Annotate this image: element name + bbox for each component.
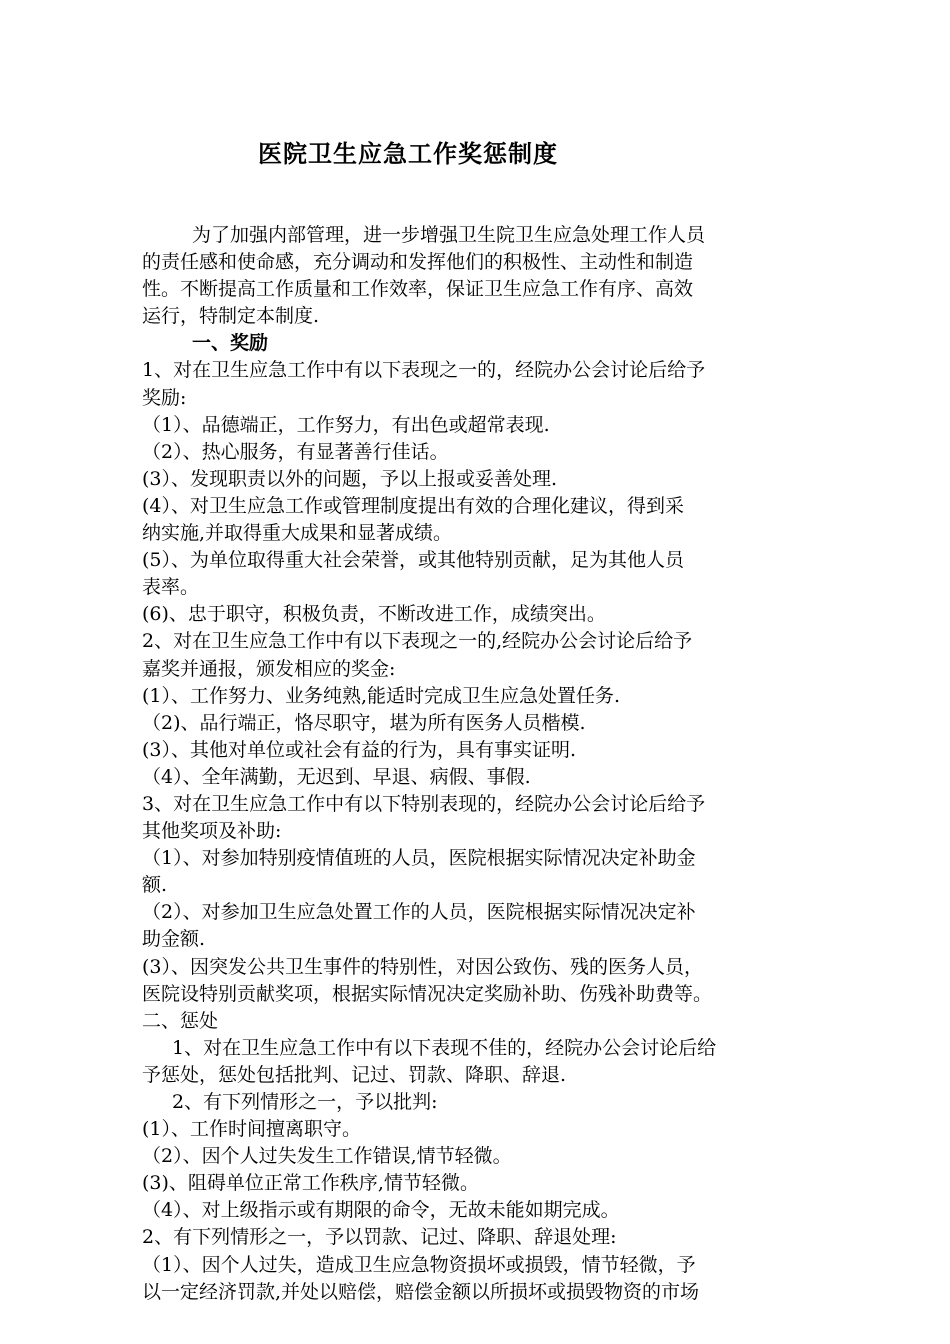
list-item: (3）、其他对单位或社会有益的行为，具有事实证明. [142,738,577,761]
list-item: (3）、发现职责以外的问题，予以上报或妥善处理. [142,467,558,490]
section-heading-penalties: 二、惩处 [142,1009,219,1032]
list-item: （4）、对上级指示或有期限的命令，无故未能如期完成。 [142,1199,620,1222]
list-item: 以一定经济罚款,并处以赔偿，赔偿金额以所损坏或损毁物资的市场 [142,1280,700,1303]
paragraph-line: 其他奖项及补助: [142,820,282,843]
paragraph-line: 奖励: [142,386,187,409]
list-item: （2)、品行端正，恪尽职守，堪为所有医务人员楷模. [142,711,586,734]
paragraph-line: 予惩处，惩处包括批判、记过、罚款、降职、辞退. [142,1063,567,1086]
list-item: (1）、工作时间擅离职守。 [142,1118,362,1141]
list-item: 额. [142,874,168,897]
document-title: 医院卫生应急工作奖惩制度 [258,140,558,168]
paragraph-line: 3、对在卫生应急工作中有以下特别表现的，经院办公会讨论后给予 [142,792,706,815]
list-item: 纳实施,并取得重大成果和显著成绩。 [142,522,453,545]
section-heading-rewards: 一、奖励 [192,332,269,355]
paragraph-line: 1、对在卫生应急工作中有以下表现不佳的，经院办公会讨论后给 [172,1036,717,1059]
paragraph-line: 为了加强内部管理，进一步增强卫生院卫生应急处理工作人员 [192,224,706,246]
list-item: (1）、工作努力、业务纯熟,能适时完成卫生应急处置任务. [142,684,621,707]
list-item: 表率。 [142,576,200,599]
list-item: (3)、阻碍单位正常工作秩序,情节轻微。 [142,1172,479,1195]
list-item: （1）、对参加特别疫情值班的人员，医院根据实际情况决定补助金 [142,847,696,870]
list-item: (3）、因突发公共卫生事件的特别性，对因公致伤、残的医务人员， [142,955,704,978]
document-body [142,222,810,1306]
list-item: （4）、全年满勤，无迟到、早退、病假、事假. [142,765,531,788]
list-item: （2）、热心服务，有显著善行佳话。 [142,440,449,463]
list-item: 医院设特别贡献奖项，根据实际情况决定奖励补助、伤残补助费等。 [142,982,713,1005]
list-item: (6)、忠于职守，积极负责，不断改进工作，成绩突出。 [142,603,606,626]
list-item: （2）、对参加卫生应急处置工作的人员，医院根据实际情况决定补 [142,901,696,924]
paragraph-line: 2、有下列情形之一，予以罚款、记过、降职、辞退处理: [142,1226,617,1249]
paragraph-line: 的责任感和使命感，充分调动和发挥他们的积极性、主动性和制造 [142,251,694,274]
list-item: (5）、为单位取得重大社会荣誉，或其他特别贡献，足为其他人员 [142,549,685,572]
list-item: 助金额. [142,928,206,951]
paragraph-line: 2、对在卫生应急工作中有以下表现之一的,经院办公会讨论后给予 [142,630,693,653]
list-item: (4）、对卫生应急工作或管理制度提出有效的合理化建议，得到采 [142,494,685,517]
paragraph-line: 2、有下列情形之一，予以批判: [172,1091,438,1113]
paragraph-line: 性。不断提高工作质量和工作效率，保证卫生应急工作有序、高效 [142,278,694,301]
list-item: （1）、因个人过失，造成卫生应急物资损坏或损毁，情节轻微，予 [142,1253,696,1276]
list-item: （2）、因个人过失发生工作错误,情节轻微。 [142,1145,512,1168]
paragraph-line: 嘉奖并通报，颁发相应的奖金: [142,657,396,680]
list-item: （1）、品德端正，工作努力，有出色或超常表现. [142,413,550,436]
paragraph-line: 1、对在卫生应急工作中有以下表现之一的，经院办公会讨论后给予 [142,359,706,382]
paragraph-line: 运行，特制定本制度. [142,305,320,328]
